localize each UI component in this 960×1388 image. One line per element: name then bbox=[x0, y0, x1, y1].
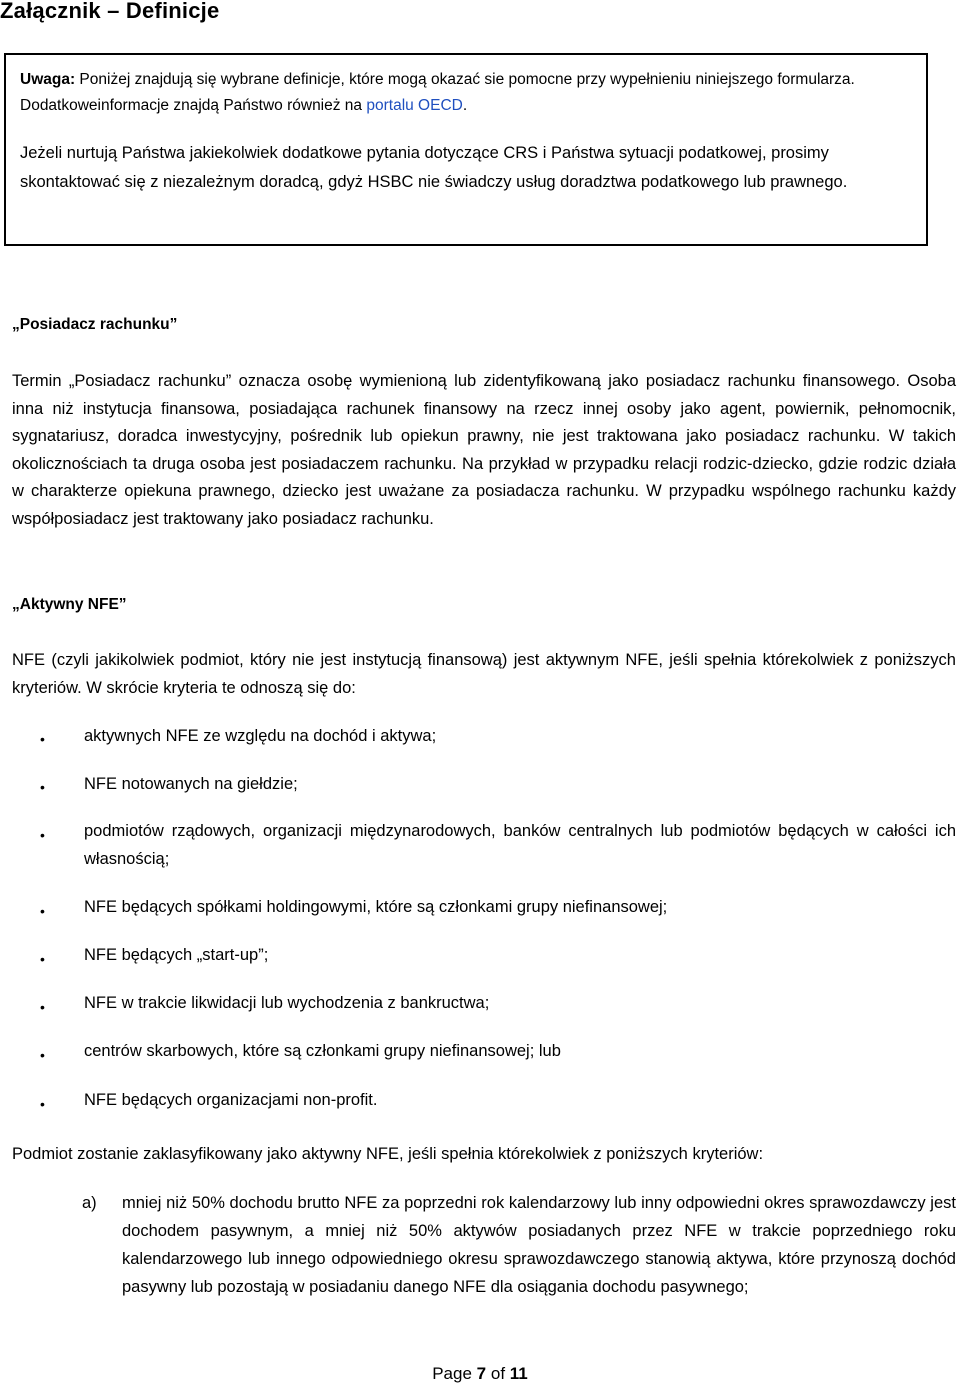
page-footer bbox=[0, 1364, 960, 1384]
bullet-dot: • bbox=[40, 951, 45, 967]
total-pages-number: 11 bbox=[509, 1364, 528, 1383]
bullet-dot: • bbox=[40, 1047, 45, 1063]
list-item: NFE będących spółkami holdingowymi, które są członkami grupy niefinansowej; bbox=[84, 898, 668, 916]
notice-label: Uwaga: bbox=[20, 71, 76, 88]
bullet-dot: • bbox=[40, 731, 45, 747]
list-item: NFE będących „start-up”; bbox=[84, 946, 269, 964]
bullet-dot: • bbox=[40, 999, 45, 1015]
active-nfe-intro: NFE (czyli jakikolwiek podmiot, który nie jest instytucją finansową) jest aktywnym NFE, jeśli spełnia którekolwiek z poniższych kryteriów. W skrócie kryteria te odnoszą się do: bbox=[12, 651, 956, 697]
criterion-marker: a) bbox=[82, 1194, 97, 1212]
notice-text-end: . bbox=[462, 97, 468, 114]
bullet-dot: • bbox=[40, 903, 45, 919]
list-item: NFE notowanych na giełdzie; bbox=[84, 775, 298, 793]
active-nfe-heading: „Aktywny NFE” bbox=[12, 596, 127, 613]
criterion-text: mniej niż 50% dochodu brutto NFE za poprzedni rok kalendarzowy lub inny odpowiedni okres sprawozdawczy jest dochodem pasywnym, a mniej niż 50% aktywów posiadanych przez NFE w trakcie poprzedniego roku kalendarzowego lub innego odpowiedniego okresu sprawozdawczego stanowią aktywa, które przynoszą dochód pasywny lub pozostają w posiadaniu danego NFE dla osiągania dochodu pasywnego; bbox=[122, 1194, 956, 1296]
list-item: aktywnych NFE ze względu na dochód i aktywa; bbox=[84, 727, 437, 745]
oecd-portal-link[interactable]: portalu OECD bbox=[366, 97, 463, 114]
bullet-dot: • bbox=[40, 1096, 45, 1112]
account-holder-heading: „Posiadacz rachunku” bbox=[12, 316, 178, 333]
page-title: Załącznik – Definicje bbox=[0, 0, 220, 23]
list-item: NFE w trakcie likwidacji lub wychodzenia z bankructwa; bbox=[84, 994, 490, 1012]
notice-advice-paragraph: Jeżeli nurtują Państwa jakiekolwiek dodatkowe pytania dotyczące CRS i Państwa sytuacji podatkowej, prosimy skontaktować się z niezależnym doradcą, gdyż HSBC nie świadczy usług doradztwa podatkowego lub prawnego. bbox=[20, 144, 848, 191]
list-item: NFE będących organizacjami non-profit. bbox=[84, 1091, 378, 1109]
notice-text: Poniżej znajdują się wybrane definicje, które mogą okazać sie pomocne przy wypełnieniu niniejszego formularza. Dodatkoweinformacje znajdą Państwo również na bbox=[20, 71, 855, 114]
list-item: centrów skarbowych, które są członkami grupy niefinansowej; lub bbox=[84, 1042, 561, 1060]
page-label: Page bbox=[432, 1364, 472, 1383]
classification-intro: Podmiot zostanie zaklasyfikowany jako aktywny NFE, jeśli spełnia którekolwiek z poniższych kryteriów: bbox=[12, 1145, 764, 1163]
of-label: of bbox=[490, 1364, 506, 1383]
list-item: podmiotów rządowych, organizacji międzynarodowych, banków centralnych lub podmiotów będących w całości ich własnością; bbox=[84, 822, 956, 868]
notice-box bbox=[4, 53, 928, 246]
bullet-dot: • bbox=[40, 779, 45, 795]
notice-paragraph bbox=[20, 67, 920, 119]
account-holder-definition: Termin „Posiadacz rachunku” oznacza osobę wymienioną lub zidentyfikowaną jako posiadacz rachunku finansowego. Osoba inna niż instytucja finansowa, posiadająca rachunek finansowy na rzecz innej osoby jako agent, powiernik, pełnomocnik, sygnatariusz, doradca inwestycyjny, pośrednik lub opiekun prawny, nie jest traktowana jako posiadacz rachunku. W takich okolicznościach ta druga osoba jest posiadaczem rachunku. Na przykład w przypadku relacji rodzic-dziecko, gdzie rodzic działa w charakterze opiekuna prawnego, dziecko jest uważane za posiadacza rachunku. W przypadku wspólnego rachunku każdy współposiadacz jest traktowany jako posiadacz rachunku. bbox=[12, 372, 956, 528]
bullet-dot: • bbox=[40, 827, 45, 843]
current-page-number: 7 bbox=[476, 1364, 487, 1383]
